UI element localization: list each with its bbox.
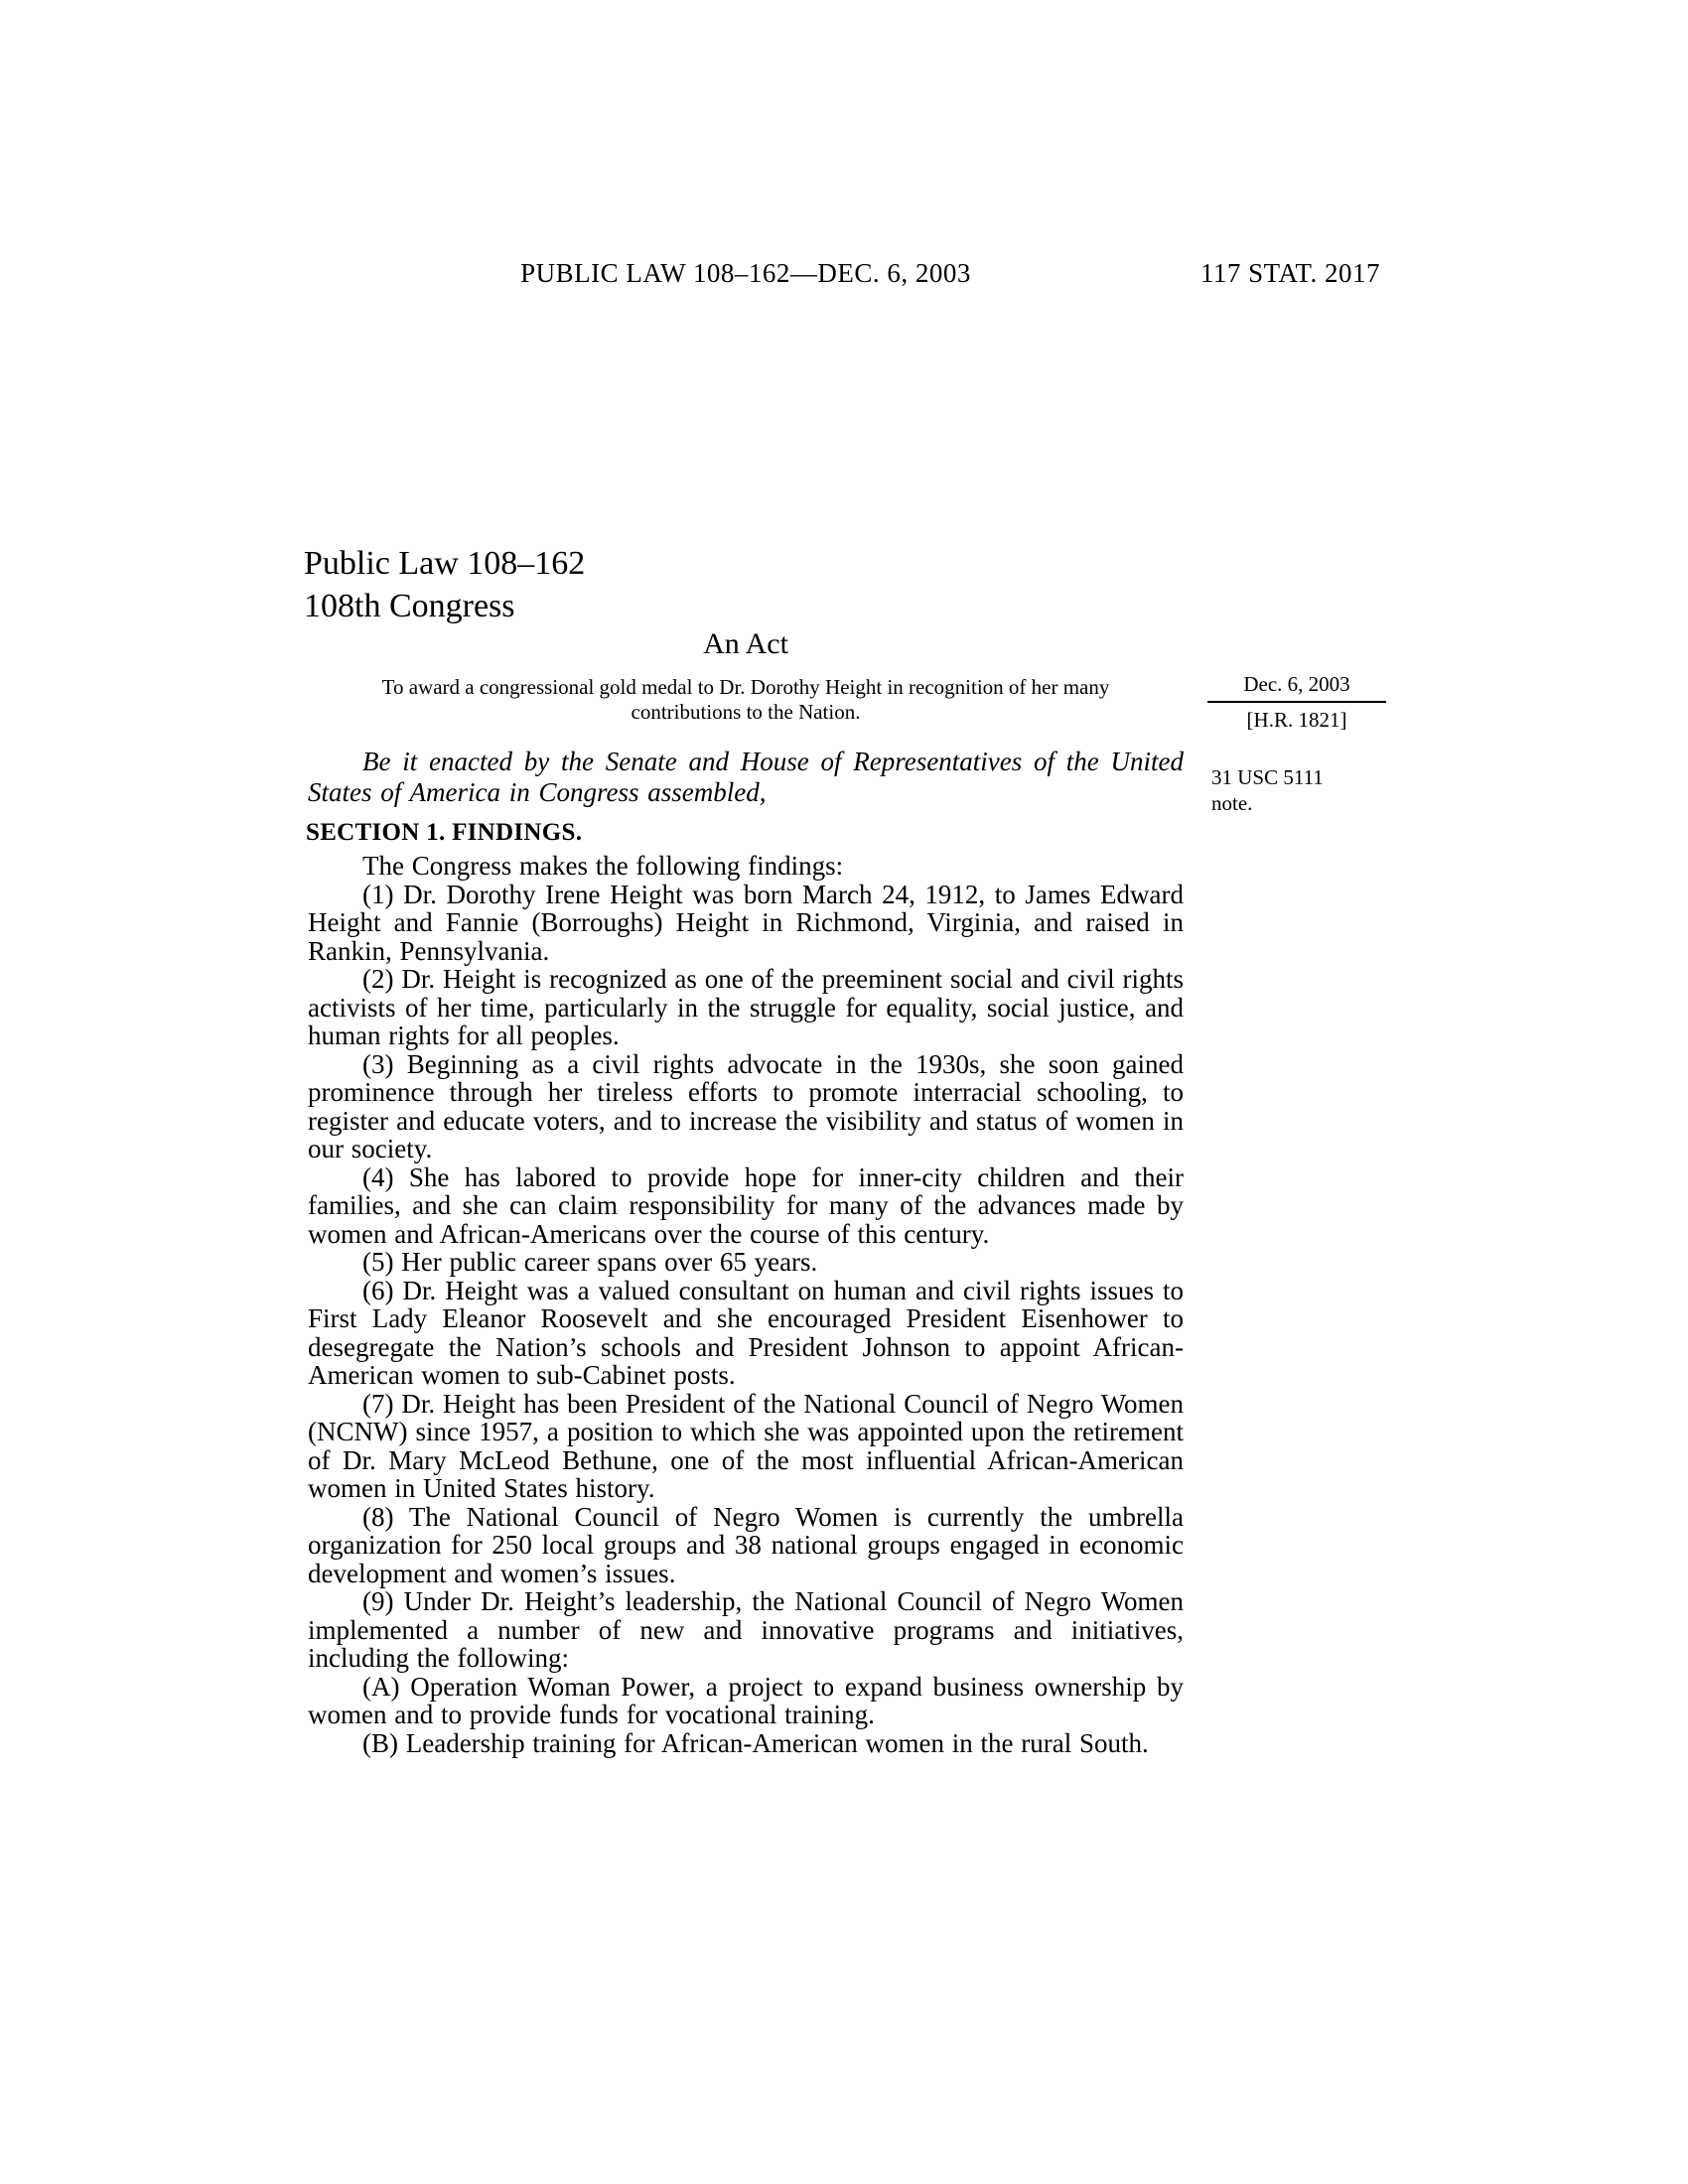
margin-note-usc-citation: 31 USC 5111 note. (1211, 765, 1324, 815)
statutes-at-large-citation: 117 STAT. 2017 (1199, 258, 1380, 288)
enacting-clause: Be it enacted by the Senate and House of Representatives of the United States of America in Congress assembled, (308, 747, 1184, 807)
act-heading: An Act (703, 627, 788, 660)
subfinding-b: (B) Leadership training for African-American women in the rural South. (362, 1727, 1149, 1758)
public-law-number: Public Law 108–162 (304, 545, 586, 582)
finding-6: (6) Dr. Height was a valued consultant on human and civil rights issues to First Lady Eleanor Roosevelt and she encouraged President Eisenhower to desegregate the Nation’s schools and President Johnson to appoint African-American women to sub-Cabinet posts. (308, 1275, 1184, 1390)
running-header-title: PUBLIC LAW 108–162—DEC. 6, 2003 (520, 258, 971, 288)
section-1-heading: SECTION 1. FINDINGS. (306, 819, 583, 846)
congress-number: 108th Congress (304, 588, 515, 624)
findings-intro: The Congress makes the following findings: (362, 851, 844, 881)
finding-3: (3) Beginning as a civil rights advocate in the 1930s, she soon gained prominence through her tireless efforts to promote interracial schooling, to register and educate voters, and to increase the visibility and status of women in our society. (308, 1048, 1184, 1163)
law-title-block (304, 542, 585, 627)
finding-2: (2) Dr. Height is recognized as one of the preeminent social and civil rights activists of her time, particularly in the struggle for equality, social justice, and human rights for all peoples. (308, 964, 1184, 1050)
finding-9: (9) Under Dr. Height’s leadership, the National Council of Negro Women implemented a number of new and innovative programs and initiatives, including the following: (308, 1586, 1184, 1673)
finding-7: (7) Dr. Height has been President of the National Council of Negro Women (NCNW) since 1957, a position to which she was appointed upon the retirement of Dr. Mary McLeod Bethune, one of the most influential African-American women in United States history. (308, 1388, 1184, 1503)
act-preamble: To award a congressional gold medal to Dr. Dorothy Height in recognition of her many contributions to the Nation. (381, 675, 1110, 724)
enactment-date: Dec. 6, 2003 (1207, 672, 1386, 703)
section-1-body (308, 852, 1184, 1757)
subfinding-a: (A) Operation Woman Power, a project to expand business ownership by women and to provide funds for vocational training. (308, 1671, 1184, 1729)
finding-5: (5) Her public career spans over 65 years. (362, 1247, 818, 1277)
bill-number: [H.R. 1821] (1246, 708, 1347, 732)
finding-4: (4) She has labored to provide hope for inner-city children and their families, and she can claim responsibility for many of the advances made by women and African-Americans over the course of this century. (308, 1161, 1184, 1249)
finding-8: (8) The National Council of Negro Women is currently the umbrella organization for 250 local groups and 38 national groups engaged in economic development and women’s issues. (308, 1501, 1184, 1588)
margin-note-date-block (1207, 672, 1386, 732)
finding-1: (1) Dr. Dorothy Irene Height was born March 24, 1912, to James Edward Height and Fannie (Borroughs) Height in Richmond, Virginia, and raised in Rankin, Pennsylvania. (308, 879, 1184, 966)
